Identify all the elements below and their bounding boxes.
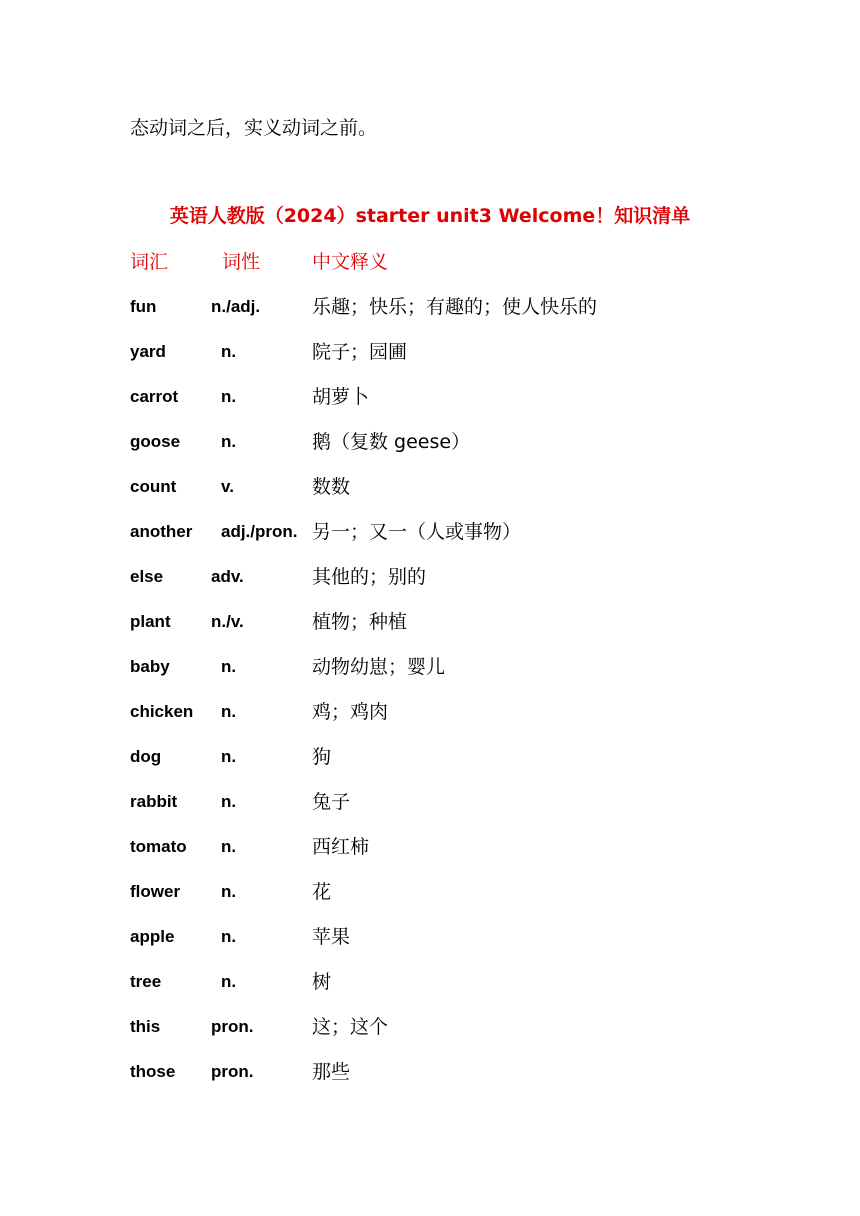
- vocab-meaning: 胡萝卜: [312, 386, 370, 408]
- vocab-word: rabbit: [130, 792, 178, 811]
- header-meaning: 中文释义: [312, 251, 389, 273]
- vocab-row: [0, 563, 860, 591]
- vocab-word: tree: [130, 972, 162, 991]
- vocab-meaning: 院子；园圃: [312, 341, 408, 363]
- vocab-word: tomato: [130, 837, 187, 856]
- vocab-word: else: [130, 567, 164, 586]
- vocab-meaning: 西红柿: [312, 836, 370, 858]
- vocab-pos: v.: [221, 477, 234, 496]
- vocab-pos: n.: [221, 747, 237, 766]
- vocab-pos: n.: [221, 837, 237, 856]
- vocab-word: count: [130, 477, 177, 496]
- vocab-meaning: 那些: [312, 1061, 351, 1083]
- header-word: 词汇: [130, 251, 169, 273]
- vocab-pos: n.: [221, 972, 237, 991]
- vocab-row: [0, 518, 860, 546]
- vocab-meaning: 狗: [312, 746, 332, 768]
- vocab-meaning: 鸡；鸡肉: [312, 701, 389, 723]
- vocab-meaning: 花: [312, 881, 332, 903]
- vocab-pos: pron.: [211, 1062, 254, 1081]
- vocab-word: chicken: [130, 702, 194, 721]
- vocab-row: [0, 923, 860, 951]
- vocab-pos: n.: [221, 702, 237, 721]
- vocab-meaning: 植物；种植: [312, 611, 408, 633]
- vocab-pos: n.: [221, 882, 237, 901]
- vocab-pos: pron.: [211, 1017, 254, 1036]
- document-title: 英语人教版（2024）starter unit3 Welcome！知识清单: [169, 205, 691, 227]
- vocab-meaning: 鹅（复数 geese）: [312, 431, 471, 453]
- vocab-pos: n./adj.: [211, 297, 261, 316]
- vocab-pos: adj./pron.: [221, 522, 298, 541]
- vocab-word: yard: [130, 342, 166, 361]
- vocab-row: [0, 293, 860, 321]
- vocab-meaning: 数数: [312, 476, 351, 498]
- vocab-row: [0, 338, 860, 366]
- vocab-meaning: 苹果: [312, 926, 351, 948]
- vocab-pos: n.: [221, 792, 237, 811]
- vocab-row: [0, 833, 860, 861]
- vocab-meaning: 这；这个: [312, 1016, 389, 1038]
- vocab-word: fun: [130, 297, 157, 316]
- vocab-pos: adv.: [211, 567, 244, 586]
- vocab-meaning: 另一；又一（人或事物）: [312, 521, 522, 543]
- vocab-meaning: 动物幼崽；婴儿: [312, 656, 446, 678]
- vocab-row: [0, 1058, 860, 1086]
- vocab-row: [0, 473, 860, 501]
- vocab-pos: n.: [221, 432, 237, 451]
- vocab-word: flower: [130, 882, 181, 901]
- vocab-row: [0, 428, 860, 456]
- header-pos: 词性: [222, 251, 261, 273]
- vocab-word: another: [130, 522, 193, 541]
- vocab-row: [0, 743, 860, 771]
- vocab-word: dog: [130, 747, 162, 766]
- vocab-word: this: [130, 1017, 161, 1036]
- continued-paragraph: 态动词之后，实义动词之前。: [130, 117, 378, 139]
- vocab-row: [0, 383, 860, 411]
- vocab-row: [0, 608, 860, 636]
- vocab-word: goose: [130, 432, 181, 451]
- vocab-pos: n.: [221, 657, 237, 676]
- vocab-row: [0, 653, 860, 681]
- vocab-row: [0, 698, 860, 726]
- vocab-meaning: 其他的；别的: [312, 566, 427, 588]
- vocab-row: [0, 788, 860, 816]
- vocab-row: [0, 878, 860, 906]
- vocab-meaning: 乐趣；快乐；有趣的；使人快乐的: [312, 296, 598, 318]
- vocab-word: baby: [130, 657, 170, 676]
- vocab-row: [0, 1013, 860, 1041]
- vocab-header-row: [0, 248, 860, 276]
- vocab-pos: n.: [221, 387, 237, 406]
- vocab-meaning: 树: [312, 971, 332, 993]
- vocab-word: carrot: [130, 387, 179, 406]
- vocab-word: plant: [130, 612, 171, 631]
- vocab-pos: n./v.: [211, 612, 244, 631]
- vocab-meaning: 兔子: [312, 791, 351, 813]
- vocab-pos: n.: [221, 342, 237, 361]
- vocab-row: [0, 968, 860, 996]
- vocab-word: apple: [130, 927, 175, 946]
- vocab-pos: n.: [221, 927, 237, 946]
- vocab-word: those: [130, 1062, 176, 1081]
